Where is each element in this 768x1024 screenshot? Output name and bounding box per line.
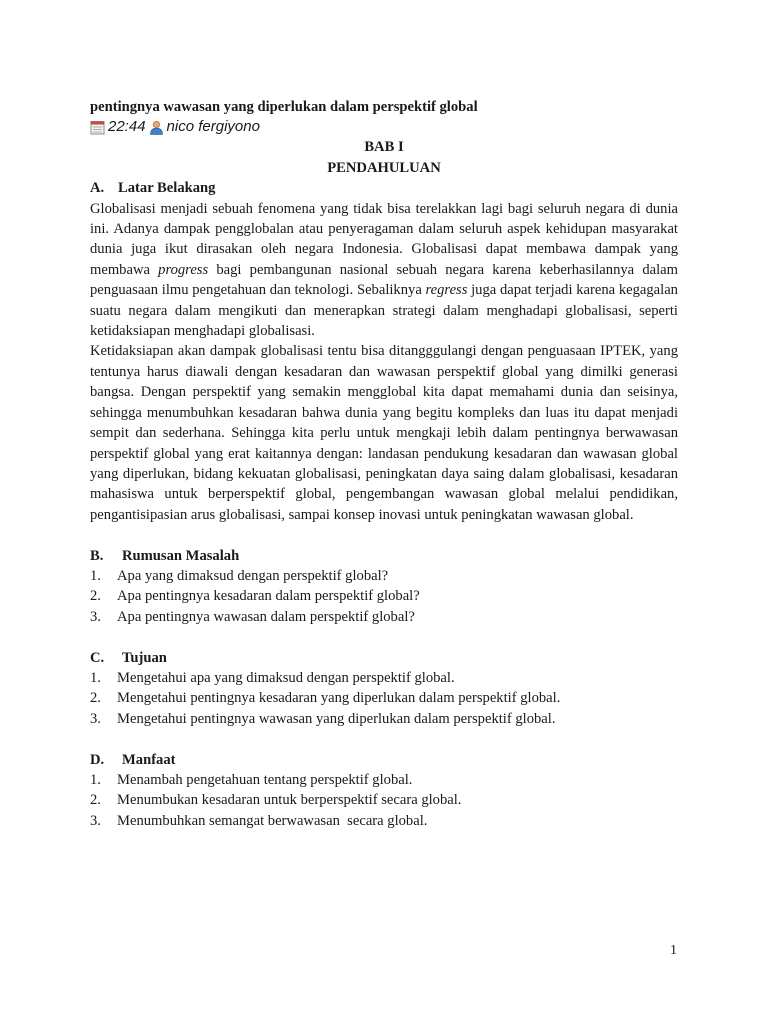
- list-text: Menumbuhkan semangat berwawasan secara global.: [117, 812, 428, 829]
- term-progress: progress: [158, 261, 209, 278]
- section-title: Latar Belakang: [118, 180, 216, 197]
- text-segment: juga dapat terjadi karena kegagalan suatu negara dalam mengikuti dan menerapkan strategi dalam menghadapi globalisasi, seperti ketidaksiapan menghadapi globalisasi.: [90, 282, 678, 340]
- list-tujuan: [90, 668, 678, 729]
- section-letter: A.: [90, 180, 105, 197]
- section-heading-tujuan: [90, 648, 678, 668]
- list-text: Mengetahui apa yang dimaksud dengan perspektif global.: [117, 669, 455, 686]
- post-author[interactable]: nico fergiyono: [166, 118, 260, 136]
- section-letter: C.: [90, 649, 105, 666]
- section-heading-manfaat: [90, 750, 678, 770]
- section-heading-rumusan-masalah: [90, 546, 678, 566]
- list-item: [90, 566, 678, 586]
- section-letter: B.: [90, 547, 104, 564]
- post-meta: [90, 117, 678, 137]
- list-text: Apa yang dimaksud dengan perspektif global?: [117, 567, 389, 584]
- list-text: Apa pentingnya wawasan dalam perspektif global?: [117, 608, 415, 625]
- list-item: [90, 709, 678, 729]
- paragraph-latar-belakang-1: [90, 199, 678, 342]
- list-number: 1.: [90, 669, 101, 686]
- calendar-icon: [90, 120, 105, 135]
- list-number: 2.: [90, 690, 101, 707]
- section-title: Manfaat: [122, 751, 176, 768]
- list-item: [90, 770, 678, 790]
- page-number: 1: [670, 943, 677, 958]
- text-segment: bagi pembangunan nasional sebuah negara karena keberhasilannya dalam penguasaan ilmu pengetahuan dan teknologi. Sebaliknya: [90, 261, 678, 299]
- section-heading-latar-belakang: [90, 178, 678, 198]
- list-text: Mengetahui pentingnya wawasan yang diperlukan dalam perspektif global.: [117, 710, 556, 727]
- list-text: Mengetahui pentingnya kesadaran yang diperlukan dalam perspektif global.: [117, 690, 561, 707]
- list-text: Menumbukan kesadaran untuk berperspektif secara global.: [117, 792, 462, 809]
- section-letter: D.: [90, 751, 105, 768]
- list-number: 3.: [90, 710, 101, 727]
- document-page: [90, 97, 678, 831]
- list-number: 3.: [90, 608, 101, 625]
- list-item: [90, 607, 678, 627]
- term-regress: regress: [425, 282, 468, 299]
- list-item: [90, 688, 678, 708]
- list-number: 3.: [90, 812, 101, 829]
- list-text: Menambah pengetahuan tentang perspektif global.: [117, 771, 413, 788]
- list-item: [90, 668, 678, 688]
- user-icon: [149, 120, 164, 135]
- chapter-title: PENDAHULUAN: [327, 159, 441, 176]
- chapter-label: BAB I: [364, 139, 404, 156]
- list-number: 1.: [90, 771, 101, 788]
- section-title: Tujuan: [122, 649, 167, 666]
- list-item: [90, 790, 678, 810]
- list-manfaat: [90, 770, 678, 831]
- list-item: [90, 811, 678, 831]
- list-text: Apa pentingnya kesadaran dalam perspektif global?: [117, 588, 420, 605]
- list-item: [90, 586, 678, 606]
- paragraph-latar-belakang-2: Ketidaksiapan akan dampak globalisasi tentu bisa ditangggulangi dengan penguasaan IPTEK, yang tentunya harus diawali dengan kesadaran dan wawasan perspektif global yang dimilki generasi bangsa. Dengan perspektif yang semakin mengglobal kita dapat memahami dunia dan seisinya, sehingga menumbuhkan kesadaran bahwa dunia yang begitu kompleks dan luas itu dapat menjadi sempit dan sederhana. Sehingga kita perlu untuk mengkaji lebih dalam pentingnya berwawasan perspektif global yang erat kaitannya dengan: landasan pendukung kesadaran dan wawasan global yang diperlukan, bidang kekuatan globalisasi, peningkatan daya saing dalam globalisasi, kesadaran mahasiswa untuk berperspektif global, pengembangan wawasan global melalui pendidikan, pengantisipasian arus globalisasi, sampai konsep inovasi untuk peningkatan wawasan global.: [90, 343, 678, 523]
- list-number: 1.: [90, 567, 101, 584]
- section-title: Rumusan Masalah: [122, 547, 240, 564]
- list-rumusan-masalah: [90, 566, 678, 627]
- document-title: pentingnya wawasan yang diperlukan dalam perspektif global: [90, 99, 478, 115]
- list-number: 2.: [90, 792, 101, 809]
- post-time: 22:44: [108, 118, 146, 136]
- text-segment: Globalisasi menjadi sebuah fenomena yang tidak bisa terelakkan lagi bagi seluruh negara di dunia ini. Adanya dampak pengglobalan atau penyeragaman dalam seluruh aspek kehidupan masyarakat dunia juga ikut dirasakan oleh negara Indonesia. Globalisasi dapat membawa dampak yang membawa: [90, 200, 678, 278]
- list-number: 2.: [90, 588, 101, 605]
